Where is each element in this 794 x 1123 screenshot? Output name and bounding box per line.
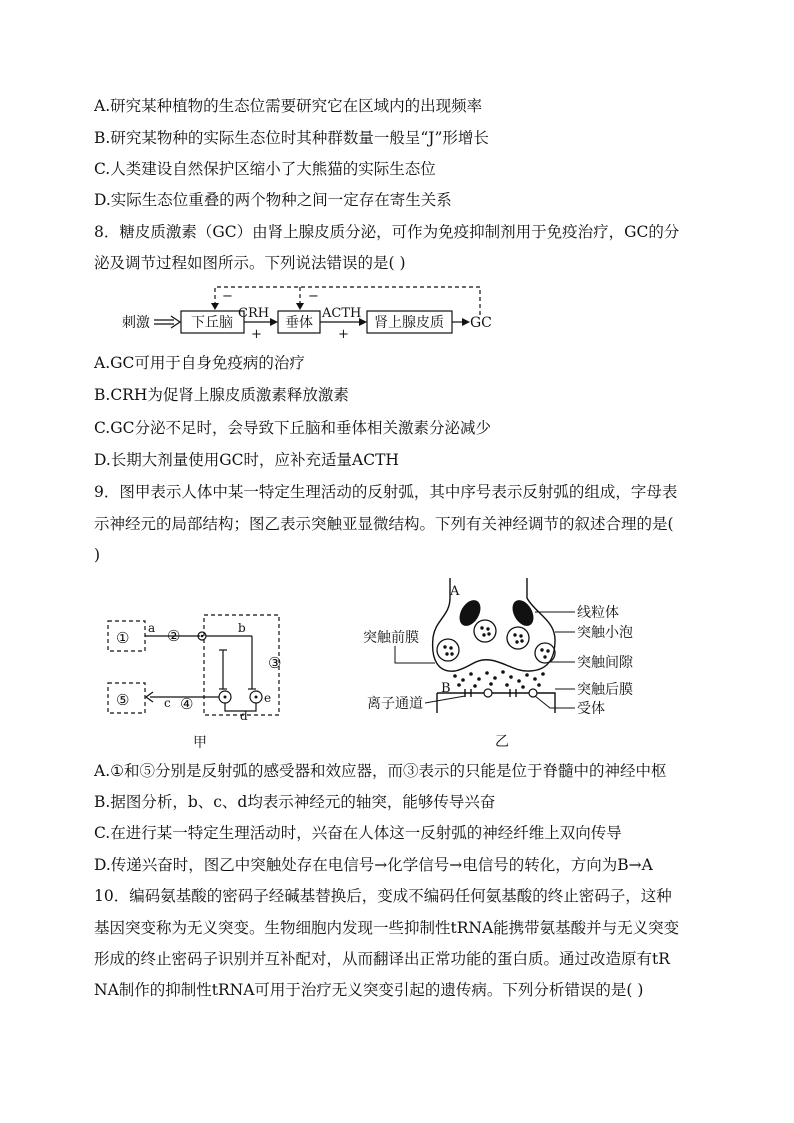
q8-hormone-regulation-diagram bbox=[110, 280, 510, 342]
gc-label: GC bbox=[470, 315, 492, 331]
q7-option-d: D.实际生态位重叠的两个物种之间一定存在寄生关系 bbox=[94, 191, 452, 209]
label-2: ② bbox=[167, 627, 181, 645]
label-presynaptic-membrane: 突触前膜 bbox=[363, 630, 419, 646]
q7-option-b: B.研究某物种的实际生态位时其种群数量一般呈“J”形增长 bbox=[94, 129, 489, 147]
stimulus-label: 刺激 bbox=[122, 315, 150, 331]
q9-option-d: D.传递兴奋时，图乙中突触处存在电信号→化学信号→电信号的转化，方向为B→A bbox=[94, 856, 653, 874]
fig-yi-caption: 乙 bbox=[495, 734, 509, 750]
q8-option-c: C.GC分泌不足时，会导致下丘脑和垂体相关激素分泌减少 bbox=[94, 419, 491, 437]
label-3: ③ bbox=[268, 654, 282, 672]
label-A: A bbox=[450, 584, 460, 599]
label-5: ⑤ bbox=[116, 691, 130, 709]
minus-sign-1: − bbox=[222, 289, 233, 304]
q7-option-a: A.研究某种植物的生态位需要研究它在区域内的出现频率 bbox=[94, 97, 483, 115]
adrenal-cortex-label: 肾上腺皮质 bbox=[374, 315, 444, 331]
vesicle-1 bbox=[437, 639, 459, 661]
vesicle-4 bbox=[535, 643, 555, 663]
label-1: ① bbox=[116, 629, 130, 647]
q7-option-c: C.人类建设自然保护区缩小了大熊猫的实际生态位 bbox=[94, 160, 436, 178]
fig-jia-caption: 甲 bbox=[193, 735, 207, 750]
q10-line-4: NA制作的抑制性tRNA可用于治疗无义突变引起的遗传病。下列分析错误的是( ) bbox=[94, 981, 644, 999]
q10-line-1: 10．编码氨基酸的密码子经碱基替换后，变成不编码任何氨基酸的终止密码子，这种 bbox=[94, 887, 672, 905]
label-postsynaptic-membrane: 突触后膜 bbox=[577, 682, 633, 698]
minus-sign-2: − bbox=[308, 289, 319, 304]
vesicle-3 bbox=[507, 627, 529, 649]
label-ion-channel: 离子通道 bbox=[367, 696, 423, 712]
q9-stem-line-1: 9．图甲表示人体中某一特定生理活动的反射弧，其中序号表示反射弧的组成，字母表 bbox=[94, 483, 678, 501]
q8-stem-line-2: 泌及调节过程如图所示。下列说法错误的是( ) bbox=[94, 254, 406, 272]
q8-option-b: B.CRH为促肾上腺皮质激素释放激素 bbox=[94, 386, 349, 404]
receptor-1 bbox=[484, 689, 492, 697]
label-e: e bbox=[264, 691, 272, 705]
fig-yi-synapse bbox=[355, 568, 650, 753]
mitochondrion-right bbox=[508, 596, 538, 629]
hypothalamus-label: 下丘脑 bbox=[191, 315, 233, 331]
label-B: B bbox=[441, 681, 451, 696]
feedback-arrow-hypothalamus bbox=[211, 303, 219, 310]
stimulus-arrow bbox=[154, 316, 180, 328]
q8-stem-line-1: 8．糖皮质激素（GC）由肾上腺皮质分泌，可作为免疫抑制剂用于免疫治疗，GC的分 bbox=[94, 223, 680, 241]
label-mitochondria: 线粒体 bbox=[577, 605, 619, 621]
crh-label: CRH bbox=[238, 306, 270, 321]
postsynaptic-membrane bbox=[437, 693, 555, 713]
q10-line-3: 形成的终止密码子识别并互补配对，从而翻译出正常功能的蛋白质。通过改造原有tR bbox=[94, 950, 670, 968]
label-a: a bbox=[148, 621, 156, 635]
q9-stem-line-3: ) bbox=[94, 546, 101, 564]
label-4: ④ bbox=[180, 695, 194, 713]
receptor-2 bbox=[529, 689, 537, 697]
fig-jia-reflex-arc bbox=[100, 605, 300, 750]
gc-arrow bbox=[462, 318, 470, 326]
plus-sign-2: + bbox=[338, 327, 349, 342]
label-synaptic-vesicle: 突触小泡 bbox=[577, 625, 633, 641]
q8-option-d: D.长期大剂量使用GC时，应补充适量ACTH bbox=[94, 451, 399, 469]
q9-stem-line-2: 示神经元的局部结构；图乙表示突触亚显微结构。下列有关神经调节的叙述合理的是( bbox=[94, 515, 674, 533]
label-synaptic-cleft: 突触间隙 bbox=[577, 655, 633, 671]
q9-option-b: B.据图分析，b、c、d均表示神经元的轴突，能够传导兴奋 bbox=[94, 793, 496, 811]
q9-option-a: A.①和⑤分别是反射弧的感受器和效应器，而③表示的只能是位于脊髓中的神经中枢 bbox=[94, 762, 667, 780]
neurotransmitter-dots bbox=[453, 670, 545, 689]
label-receptor: 受体 bbox=[577, 701, 605, 717]
mitochondrion-left bbox=[455, 596, 485, 629]
q9-option-c: C.在进行某一特定生理活动时，兴奋在人体这一反射弧的神经纤维上双向传导 bbox=[94, 824, 622, 842]
crh-arrow bbox=[270, 318, 278, 326]
label-d: d bbox=[240, 709, 248, 723]
plus-sign-1: + bbox=[251, 327, 262, 342]
q8-option-a: A.GC可用于自身免疫病的治疗 bbox=[94, 354, 305, 372]
label-c: c bbox=[164, 696, 171, 710]
q10-line-2: 基因突变称为无义突变。生物细胞内发现一些抑制性tRNA能携带氨基酸并与无义突变 bbox=[94, 919, 680, 937]
acth-label: ACTH bbox=[322, 306, 362, 321]
label-b: b bbox=[238, 621, 246, 635]
feedback-arrow-pituitary bbox=[296, 303, 304, 310]
vesicle-2 bbox=[474, 620, 496, 642]
pituitary-label: 垂体 bbox=[285, 315, 313, 331]
